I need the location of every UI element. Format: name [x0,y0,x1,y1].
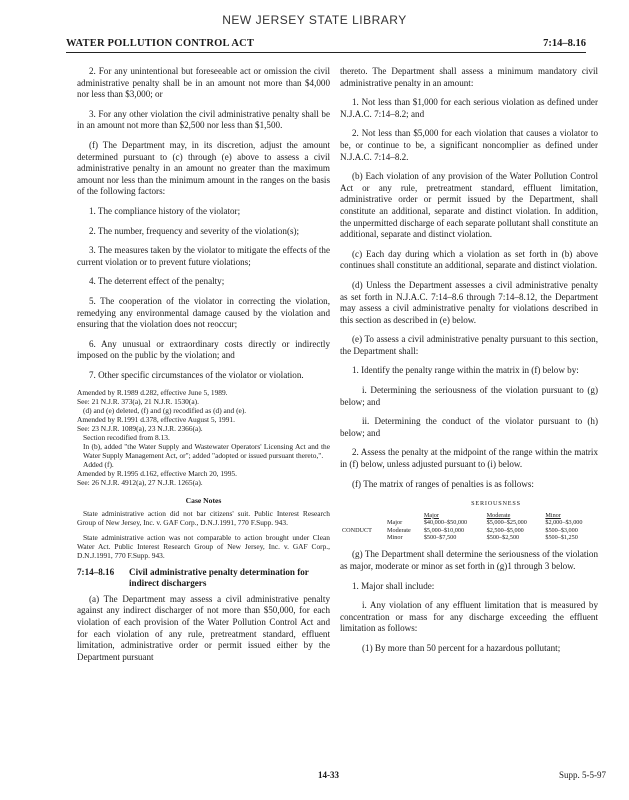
matrix-row-label: Minor [387,534,403,542]
paragraph: (f) The matrix of ranges of penalties is as follows: [352,478,534,489]
matrix-cell: $2,500–$5,000 [486,526,524,534]
paragraph: 1. Identify the penalty range within the matrix in (f) below by: [352,365,579,376]
matrix-row [340,527,598,534]
matrix-row [340,534,598,541]
paragraph: (d) Unless the Department assesses a civil administrative penalty as set forth in N.J.A.C. 7:14–8.6 through 7:14–8.12, the Department may assess a civil administrative penalty for violations described in this section as described in (e) below. [340,279,598,325]
matrix-row-label: Major [387,519,403,527]
matrix-cell: $2,000–$3,000 [545,519,583,527]
history-line: (d) and (e) deleted, (f) and (g) recodified as (d) and (e). [83,406,247,416]
matrix-row [340,519,598,526]
paragraph: (b) Each violation of any provision of the Water Pollution Control Act or any rule, pretreatment standard, effluent limitation, administrative order or permit issued by the Department, shall constitute an additional, separate and distinct violation. In addition, the unpermitted discharge of each separate pollutant shall constitute an additional, separate and distinct violation. [340,171,598,240]
paragraph: (c) Each day during which a violation as set forth in (b) above continues shall constitute an additional, separate and distinct violation. [340,248,598,271]
factor-item: 1. The compliance history of the violator; [89,205,241,216]
paragraph: thereto. The Department shall assess a minimum mandatory civil administrative penalty in an amount: [340,66,598,88]
case-note: State administrative action was not comparable to action brought under Clean Water Act. Public Interest Research Group of New Jersey, Inc. v. GAF Corp., D.N.J.1991, 770 F.Supp. 943. [77,532,330,560]
history-line: Section recodified from 8.13. [83,433,170,442]
section-title: Civil administrative penalty determination for indirect dischargers [129,566,309,589]
matrix-cell: $5,000–$10,000 [423,526,465,534]
page-number: 14-33 [318,770,339,780]
factor-item: 4. The deterrent effect of the penalty; [89,276,225,287]
history-line: See: 21 N.J.R. 373(a), 21 N.J.R. 1530(a). [77,397,199,407]
history-line: Added (f). [83,459,114,469]
penalty-matrix [340,512,598,542]
matrix-row-header: CONDUCT [342,526,372,534]
paragraph: 2. For any unintentional but foreseeable act or omission the civil administrative penalty shall be in an amount not more than $4,000 nor less than $3,000; or [77,66,330,100]
running-header [66,36,586,53]
matrix-cell: $500–$7,500 [423,534,457,542]
history-line: See: 26 N.J.R. 4912(a), 27 N.J.R. 1265(a). [77,477,203,487]
paragraph: 1. Not less than $1,000 for each serious violation as defined under N.J.A.C. 7:14–8.2; and [340,97,598,119]
header-section: 7:14–8.16 [543,38,586,49]
paragraph: i. Determining the seriousness of the violation pursuant to (g) below; and [340,385,598,407]
case-note: State administrative action did not bar citizens' suit. Public Interest Research Group of New Jersey, Inc. v. GAF Corp., D.N.J.1991, 770 F.Supp. 943. [77,509,330,527]
left-column [77,66,330,671]
paragraph: (a) The Department may assess a civil administrative penalty against any indirect discharger of not more than $50,000, for each violation of each provision of the Water Pollution Control Act and for each violation of any rule, pretreatment standard, effluent limitation, administrative order or permit issued either by the Department pursuant [77,593,330,662]
paragraph: 1. Major shall include: [352,580,435,591]
section-heading [77,567,330,590]
paragraph: (1) By more than 50 percent for a hazardous pollutant; [362,643,561,653]
history-line: Amended by R.1995 d.162, effective March 20, 1995. [77,468,237,478]
matrix-row-label: Moderate [387,526,411,534]
paragraph: (f) The Department may, in its discretion, adjust the amount determined pursuant to (c) through (e) above to assess a civil administrative penalty in an amount no greater than the maximum amount nor less than the minimum amount in the ranges on the basis of the following factors: [77,139,330,197]
paragraph: (e) To assess a civil administrative penalty pursuant to this section, the Department shall: [340,334,598,356]
header-title: WATER POLLUTION CONTROL ACT [66,38,255,49]
matrix-cell: $500–$2,500 [486,534,520,542]
matrix-cell: $500–$1,250 [545,534,578,542]
paragraph: (g) The Department shall determine the seriousness of the violation as major, moderate or minor as set forth in (g)1 through 3 below. [340,549,598,572]
factor-item: 7. Other specific circumstances of the violator or violation. [89,369,304,380]
matrix-title: SERIOUSNESS [471,500,521,508]
matrix-cell: $40,000–$50,000 [423,519,468,527]
history-line: See: 23 N.J.R. 1089(a), 23 N.J.R. 2366(a). [77,424,203,434]
case-notes-title: Case Notes [185,496,222,506]
factor-item: 3. The measures taken by the violator to mitigate the effects of the current violation or to prevent future violations; [77,245,330,267]
matrix-cell: $5,000–$25,000 [486,519,527,527]
library-stamp: NEW JERSEY STATE LIBRARY [222,13,407,27]
amendment-history [77,389,330,487]
matrix-col-header: Minor [545,511,561,519]
paragraph: ii. Determining the conduct of the violator pursuant to (h) below; and [340,416,598,438]
matrix-cell: $500–$3,000 [545,526,578,534]
factor-item: 6. Any unusual or extraordinary costs directly or indirectly imposed on the public by the violation; and [77,338,330,361]
paragraph: 2. Assess the penalty at the midpoint of the range within the matrix in (f) below, unless adjusted pursuant to (i) below. [340,447,598,470]
section-number: 7:14–8.16 [77,566,115,577]
factor-item: 2. The number, frequency and severity of the violation(s); [89,225,300,236]
right-column [340,66,598,663]
supplement-date: Supp. 5-5-97 [559,770,606,780]
paragraph: 2. Not less than $5,000 for each violation that causes a violator to be, or continue to be, a significant noncomplier as defined under N.J.A.C. 7:14–8.2. [340,128,598,162]
paragraph: i. Any violation of any effluent limitation that is measured by concentration or mass for any discharge exceeding the effluent limitation as follows: [340,600,598,634]
history-line: Amended by R.1989 d.282, effective June 5, 1989. [77,388,228,398]
paragraph: 3. For any other violation the civil administrative penalty shall be in an amount not more than $2,500 nor less than $1,500. [77,108,330,131]
history-line: In (b), added "the Water Supply and Wastewater Operators' Licensing Act and the Water Supply Management Act, or"; added "adopted or issued pursuant thereto,". [83,441,330,460]
history-line: Amended by R.1991 d.378, effective August 5, 1991. [77,415,235,425]
matrix-col-header: Moderate [486,511,511,519]
matrix-col-header: Major [423,511,439,519]
factor-item: 5. The cooperation of the violator in correcting the violation, remedying any environmental damage caused by the violation and ensuring that the violation does not reoccur; [77,295,330,330]
